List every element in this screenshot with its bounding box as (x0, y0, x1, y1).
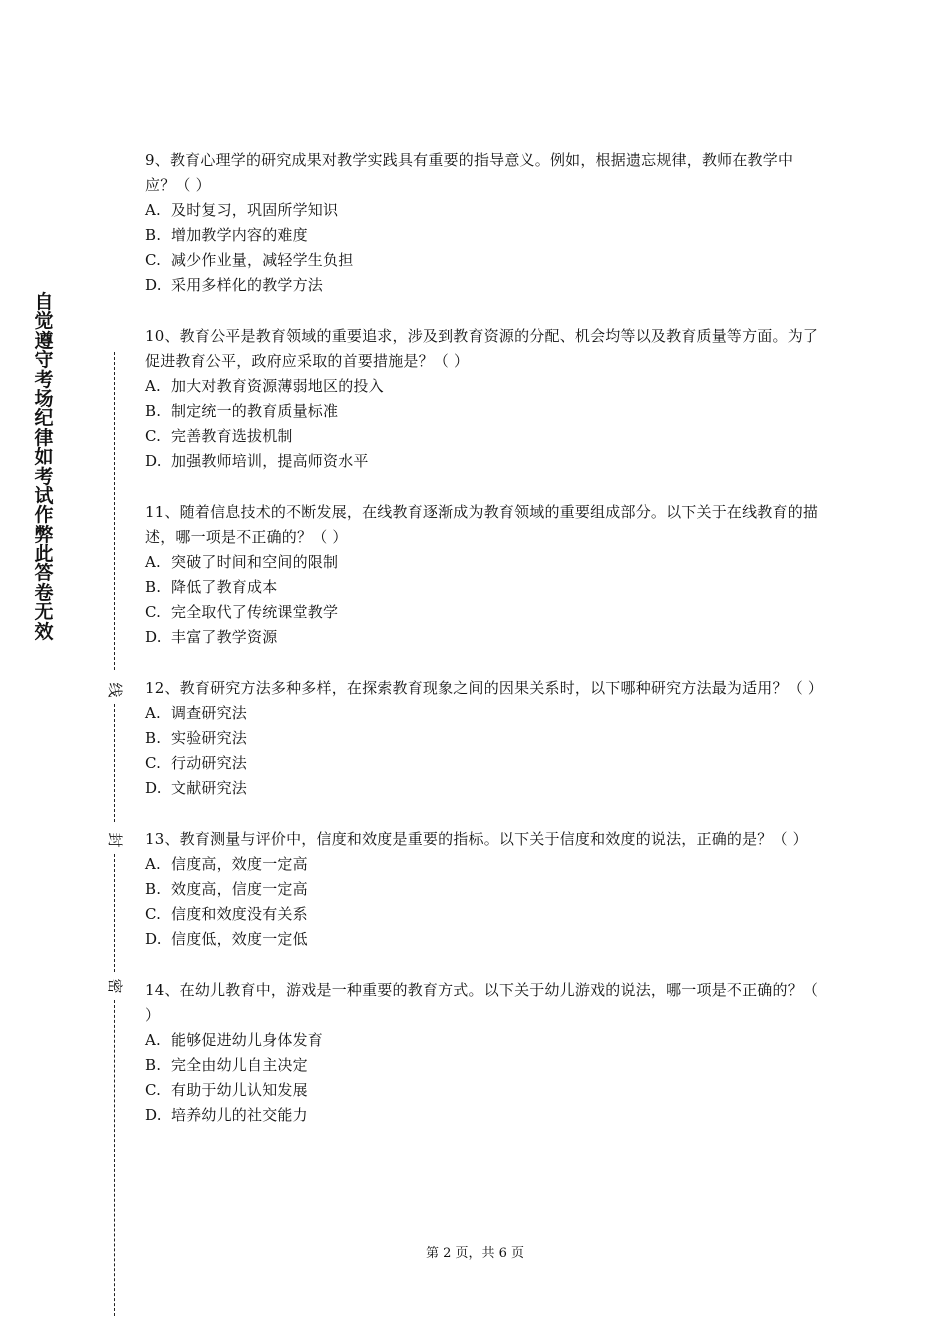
option-letter: D. (145, 452, 162, 470)
option-b[interactable] (145, 399, 820, 424)
option-a[interactable] (145, 374, 820, 399)
option-text: 有助于幼儿认知发展 (171, 1081, 308, 1099)
seal-dashed-line (114, 704, 115, 822)
option-text: 完全由幼儿自主决定 (171, 1056, 308, 1074)
seal-dashed-line (114, 1000, 115, 1316)
option-letter: A. (145, 553, 162, 571)
question-stem: 14、在幼儿教育中，游戏是一种重要的教育方式。以下关于幼儿游戏的说法，哪一项是不正确的？（ ） (145, 981, 819, 1024)
option-d[interactable] (145, 625, 820, 650)
warning-char: 此 (34, 543, 54, 566)
option-letter: B. (145, 226, 162, 244)
warning-char: 作 (34, 504, 54, 527)
option-text: 减少作业量，减轻学生负担 (171, 251, 354, 269)
question-stem: 10、教育公平是教育领域的重要追求，涉及到教育资源的分配、机会均等以及教育质量等方面。为了促进教育公平，政府应采取的首要措施是？（ ） (145, 327, 819, 370)
option-letter: D. (145, 276, 162, 294)
option-text: 信度高，效度一定高 (171, 855, 308, 873)
option-text: 调查研究法 (171, 704, 248, 722)
seal-dashed-line (114, 854, 115, 972)
option-letter: B. (145, 729, 162, 747)
question-10 (145, 324, 820, 474)
option-text: 丰富了教学资源 (171, 628, 278, 646)
option-text: 降低了教育成本 (171, 578, 278, 596)
warning-char: 考 (34, 368, 54, 391)
option-letter: B. (145, 1056, 162, 1074)
warning-char: 场 (34, 387, 54, 410)
option-letter: D. (145, 779, 162, 797)
warning-char: 答 (34, 562, 54, 585)
option-letter: A. (145, 377, 162, 395)
option-c[interactable] (145, 600, 820, 625)
option-b[interactable] (145, 575, 820, 600)
warning-char: 试 (34, 484, 54, 507)
option-letter: C. (145, 754, 162, 772)
option-letter: D. (145, 930, 162, 948)
option-text: 加大对教育资源薄弱地区的投入 (171, 377, 384, 395)
option-letter: A. (145, 704, 162, 722)
option-a[interactable] (145, 198, 820, 223)
option-text: 行动研究法 (171, 754, 248, 772)
option-d[interactable] (145, 273, 820, 298)
warning-char: 守 (34, 349, 54, 372)
option-text: 及时复习，巩固所学知识 (171, 201, 339, 219)
option-text: 培养幼儿的社交能力 (171, 1106, 308, 1124)
warning-char: 觉 (34, 310, 54, 333)
warning-char: 自 (34, 291, 54, 313)
question-stem: 11、随着信息技术的不断发展，在线教育逐渐成为教育领域的重要组成部分。以下关于在线教育的描述，哪一项是不正确的？（ ） (145, 503, 819, 546)
option-a[interactable] (145, 701, 820, 726)
page-number: 第 2 页，共 6 页 (425, 1246, 525, 1261)
exam-discipline-warning (31, 293, 57, 642)
option-c[interactable] (145, 751, 820, 776)
option-text: 文献研究法 (171, 779, 248, 797)
seal-mark-line: 线 (106, 682, 124, 698)
question-stem: 12、教育研究方法多种多样，在探索教育现象之间的因果关系时，以下哪种研究方法最为适用？（ ） (145, 679, 824, 697)
warning-char: 遵 (34, 329, 54, 352)
option-a[interactable] (145, 1028, 820, 1053)
warning-char: 弊 (34, 523, 54, 546)
option-d[interactable] (145, 776, 820, 801)
option-letter: B. (145, 578, 162, 596)
option-a[interactable] (145, 852, 820, 877)
option-text: 加强教师培训，提高师资水平 (171, 452, 369, 470)
warning-char: 如 (34, 446, 54, 469)
option-a[interactable] (145, 550, 820, 575)
question-stem: 13、教育测量与评价中，信度和效度是重要的指标。以下关于信度和效度的说法，正确的是？（ ） (145, 830, 808, 848)
option-c[interactable] (145, 424, 820, 449)
option-letter: C. (145, 251, 162, 269)
option-d[interactable] (145, 927, 820, 952)
question-11 (145, 500, 820, 650)
seal-mark-seal: 封 (106, 832, 124, 848)
option-letter: C. (145, 1081, 162, 1099)
option-d[interactable] (145, 449, 820, 474)
option-c[interactable] (145, 902, 820, 927)
question-list (145, 148, 824, 1154)
option-letter: C. (145, 427, 162, 445)
option-text: 完全取代了传统课堂教学 (171, 603, 339, 621)
option-letter: D. (145, 1106, 162, 1124)
seal-dashed-line (114, 352, 115, 670)
option-b[interactable] (145, 726, 820, 751)
question-12 (145, 676, 824, 801)
option-text: 完善教育选拔机制 (171, 427, 293, 445)
option-b[interactable] (145, 1053, 820, 1078)
option-text: 实验研究法 (171, 729, 248, 747)
option-letter: B. (145, 402, 162, 420)
option-letter: C. (145, 603, 162, 621)
question-14 (145, 978, 820, 1128)
warning-char: 纪 (34, 407, 54, 430)
option-letter: A. (145, 1031, 162, 1049)
option-text: 增加教学内容的难度 (171, 226, 308, 244)
option-text: 信度低，效度一定低 (171, 930, 308, 948)
option-letter: C. (145, 905, 162, 923)
option-text: 能够促进幼儿身体发育 (171, 1031, 324, 1049)
option-b[interactable] (145, 877, 820, 902)
warning-char: 律 (34, 426, 54, 449)
warning-char: 效 (34, 620, 54, 643)
warning-char: 无 (34, 601, 54, 624)
option-letter: D. (145, 628, 162, 646)
warning-char: 卷 (34, 581, 54, 604)
option-letter: B. (145, 880, 162, 898)
option-text: 制定统一的教育质量标准 (171, 402, 339, 420)
option-letter: A. (145, 855, 162, 873)
seal-mark-secret: 密 (106, 978, 124, 994)
option-text: 突破了时间和空间的限制 (171, 553, 339, 571)
option-c[interactable] (145, 248, 820, 273)
option-text: 效度高，信度一定高 (171, 880, 308, 898)
option-letter: A. (145, 201, 162, 219)
option-text: 信度和效度没有关系 (171, 905, 308, 923)
option-text: 采用多样化的教学方法 (171, 276, 324, 294)
question-stem: 9、教育心理学的研究成果对教学实践具有重要的指导意义。例如，根据遗忘规律，教师在教学中应？（ ） (145, 151, 794, 194)
question-9 (145, 148, 820, 298)
warning-char: 考 (34, 465, 54, 488)
option-c[interactable] (145, 1078, 820, 1103)
question-13 (145, 827, 820, 952)
option-b[interactable] (145, 223, 820, 248)
option-d[interactable] (145, 1103, 820, 1128)
